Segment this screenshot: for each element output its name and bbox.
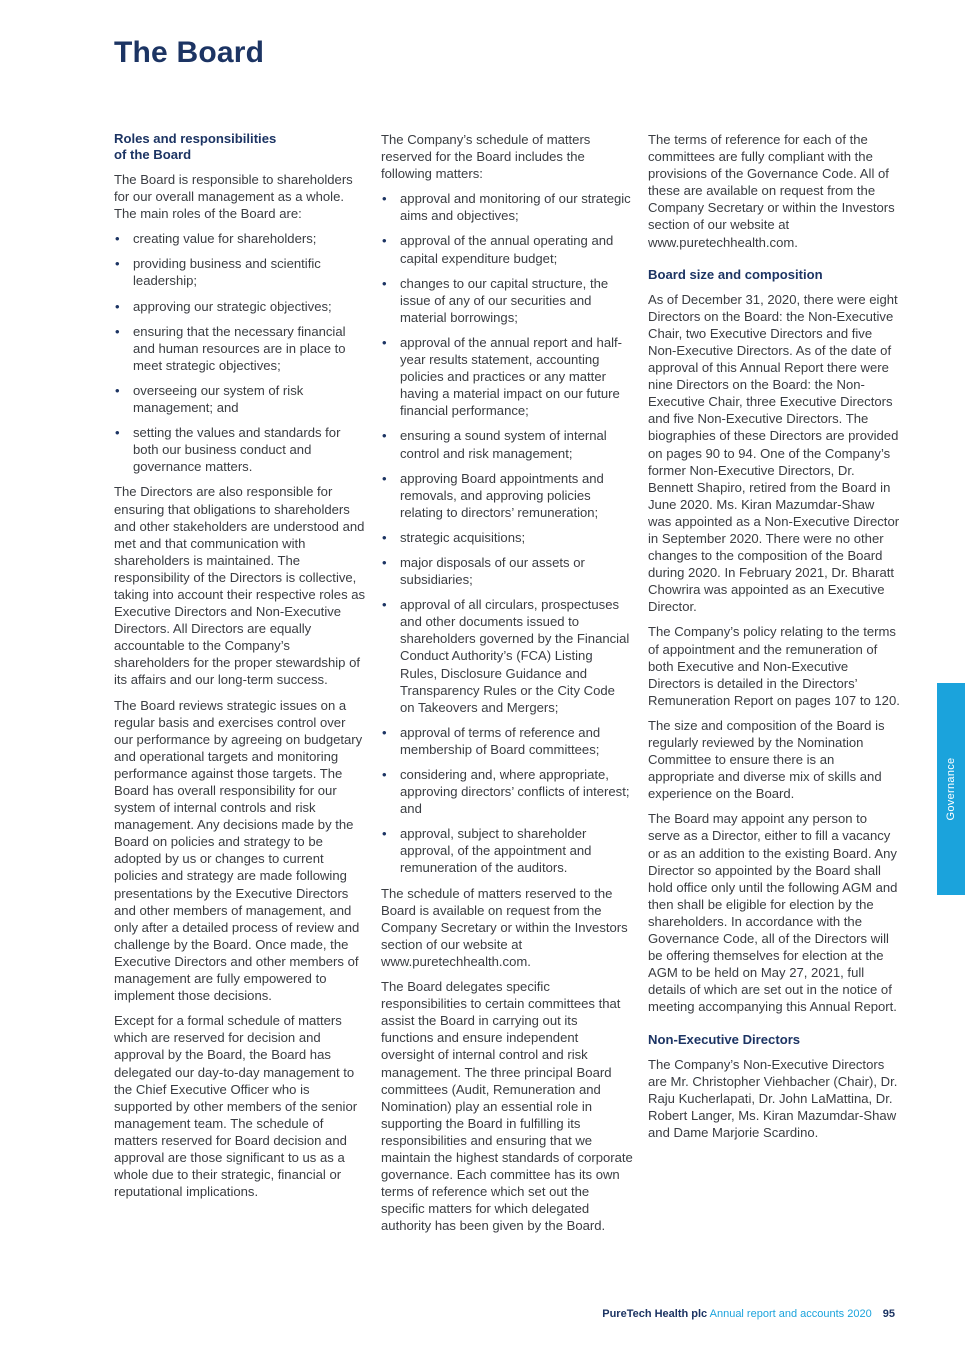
list-item: • approving Board appointments and removals, and approving policies relating to directors’ remuneration; — [382, 470, 604, 520]
list-item: • approval of terms of reference and membership of Board committees; — [382, 724, 601, 757]
page-footer — [602, 1308, 895, 1320]
bullet-icon: • — [382, 724, 387, 740]
list-item: • major disposals of our assets or subsidiaries; — [382, 554, 585, 588]
composition-paragraph-3: The size and composition of the Board is regularly reviewed by the Nomination Committee to ensure there is an appropriate and diverse mix of skills and experience on the Board. — [648, 717, 885, 802]
schedule-intro: The Company’s schedule of matters reserved for the Board includes the following matters: — [381, 132, 591, 182]
bullet-icon: • — [382, 826, 387, 842]
directors-paragraph: The Directors are also responsible for ensuring that obligations to shareholders and other stakeholders are understood and met and that communication with shareholders is maintained. The responsibility of the Directors is collective, taking into account their respective roles as Executive Directors and Non-Executive Directors. All Directors are equally accountable to the Company’s shareholders for the proper stewardship of its affairs and our long-term success. — [114, 484, 366, 688]
delegates-paragraph: The Board delegates specific responsibilities to certain committees that assist the Board in carrying out its functions and ensure independent oversight of internal control and risk management. The three principal Board committees (Audit, Remuneration and Nomination) play an essential role in supporting the Board in fulfilling its responsibilities and ensuring that we maintain the highest standards of corporate governance. Each committee has its own terms of reference which set out the specific matters for which delegated authority has been given by the Board. — [381, 979, 633, 1234]
roles-intro: The Board is responsible to shareholders for our overall management as a whole. The main roles of the Board are: — [114, 172, 353, 222]
bullet-icon: • — [382, 334, 387, 350]
column-2 — [381, 131, 633, 1242]
bullet-icon: • — [382, 767, 387, 782]
composition-paragraph-2: The Company’s policy relating to the terms of appointment and the remuneration of both Executive and Non-Executive Directors is detailed in the Directors’ Remuneration Report on pages 107 to 120. — [648, 624, 900, 708]
bullet-icon: • — [382, 470, 387, 486]
roles-list — [114, 230, 366, 475]
bullet-icon: • — [115, 425, 120, 441]
list-item: • approval, subject to shareholder approval, of the appointment and remuneration of the auditors. — [382, 826, 592, 876]
column-1 — [114, 131, 366, 1208]
footer-report: Annual report and accounts 2020 — [709, 1308, 872, 1320]
bullet-icon: • — [382, 275, 387, 291]
ned-heading: Non-Executive Directors — [648, 1031, 801, 1047]
bullet-icon: • — [382, 554, 387, 570]
list-item: • overseeing our system of risk management; and — [115, 382, 304, 416]
section-tab — [937, 683, 965, 895]
list-item: • creating value for shareholders; — [115, 231, 317, 247]
roles-heading — [114, 131, 366, 163]
list-item: • approval and monitoring of our strategic aims and objectives; — [382, 191, 631, 224]
bullet-icon: • — [382, 428, 387, 444]
list-item: • approval of the annual operating and capital expenditure budget; — [382, 233, 614, 266]
list-item: • approval of all circulars, prospectuses and other documents issued to shareholders governed by the Financial Conduct Authority’s (FCA) Listing Rules, Disclosure Guidance and Transparency Rules or the City Code on Takeovers and Mergers; — [382, 597, 630, 715]
bullet-icon: • — [115, 323, 120, 339]
list-item: • ensuring a sound system of internal control and risk management; — [382, 428, 607, 461]
roles-heading-line2: of the Board — [114, 147, 192, 162]
list-item: • ensuring that the necessary financial and human resources are in place to meet strategic objectives; — [115, 323, 346, 373]
roles-heading-line1: Roles and responsibilities — [114, 131, 277, 146]
list-item: • approving our strategic objectives; — [115, 298, 332, 314]
bullet-icon: • — [115, 231, 120, 247]
except-paragraph: Except for a formal schedule of matters which are reserved for decision and approval by the Board, the Board has delegated our day-to-day management to the Chief Executive Officer who is supported by other members of the senior management team. The schedule of matters reserved for Board decision and approval are those significant to us as a whole due to their strategic, financial or reputational implications. — [114, 1013, 358, 1200]
bullet-icon: • — [382, 529, 387, 545]
schedule-available-paragraph: The schedule of matters reserved to the Board is available on request from the Company Secretary or within the Investors section of our website at www.puretechhealth.com. — [381, 885, 628, 969]
composition-heading: Board size and composition — [648, 266, 823, 282]
section-tab-label: Governance — [945, 757, 957, 821]
bullet-icon: • — [115, 256, 120, 272]
bullet-icon: • — [382, 191, 387, 207]
bullet-icon: • — [382, 233, 387, 249]
schedule-list — [381, 190, 633, 876]
bullet-icon: • — [115, 382, 120, 398]
list-item: • strategic acquisitions; — [382, 529, 526, 545]
list-item: • changes to our capital structure, the issue of any of our securities and material borrowings; — [382, 275, 609, 325]
footer-company: PureTech Health plc — [602, 1308, 708, 1320]
page-number: 95 — [882, 1308, 895, 1320]
composition-paragraph-1: As of December 31, 2020, there were eight Directors on the Board: the Non-Executive Chair, two Executive Directors and five Non-Executive Directors. As of the date of approval of this Annual Report there were nine Directors on the Board: the Non-Executive Chair, three Executive Directors and five Non-Executive Directors. The biographies of these Directors are provided on pages 90 to 94. One of the Company’s former Non-Executive Directors, Dr. Bennett Shapiro, retired from the Board in June 2020. Ms. Kiran Mazumdar-Shaw was appointed as a Non-Executive Director in September 2020. There were no other changes to the composition of the Board during 2020. In February 2021, Dr. Bharatt Chowrira was appointed as an Executive Director. — [648, 291, 900, 615]
ned-paragraph: The Company’s Non-Executive Directors are Mr. Christopher Viehbacher (Chair), Dr. Raju Kucherlapati, Dr. John LaMattina, Dr. Robert Langer, Ms. Kiran Mazumdar-Shaw and Dame Marjorie Scardino. — [648, 1056, 898, 1140]
bullet-icon: • — [115, 298, 120, 314]
terms-of-reference-paragraph: The terms of reference for each of the committees are fully compliant with the provisions of the Governance Code. All of these are available on request from the Company Secretary or within the Investors section of our website at www.puretechhealth.com. — [648, 132, 895, 250]
list-item: • setting the values and standards for both our business conduct and governance matters. — [115, 425, 341, 475]
bullet-icon: • — [382, 597, 387, 613]
list-item: • considering and, where appropriate, approving directors’ conflicts of interest; and — [382, 767, 630, 817]
composition-paragraph-4: The Board may appoint any person to serve as a Director, either to fill a vacancy or as an addition to the existing Board. Any Director so appointed by the Board shall hold office only until the following AGM and then shall be eligible for election by the shareholders. In accordance with the Governance Code, all of the Directors will be offering themselves for election at the AGM to be held on May 27, 2021, full details of which are set out in the notice of meeting accompanying this Annual Report. — [648, 811, 898, 1015]
list-item: • providing business and scientific leadership; — [115, 256, 321, 289]
list-item: • approval of the annual report and half-year results statement, accounting policies and practices or any matter having a material impact on our future financial performance; — [382, 334, 623, 419]
page-title: The Board — [114, 36, 265, 69]
column-3 — [648, 131, 900, 1149]
reviews-paragraph: The Board reviews strategic issues on a regular basis and exercises control over our performance by agreeing on budgetary and operational targets and monitoring performance against those targets. The Board has overall responsibility for our system of internal controls and risk management. Any decisions made by the Board on policies and strategy to be adopted by us or changes to current policies and strategy are made following presentations by the Executive Directors and other members of management, and only after a detailed process of review and challenge by the Board. Once made, the Executive Directors and other members of management are fully empowered to implement those decisions. — [114, 697, 363, 1004]
